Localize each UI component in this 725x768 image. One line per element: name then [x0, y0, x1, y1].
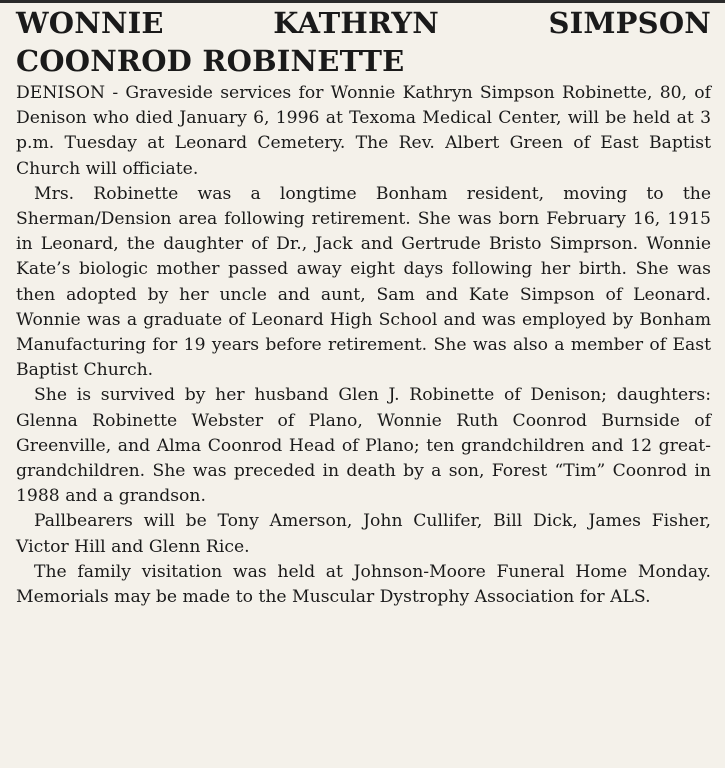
headline-line-1	[16, 4, 711, 42]
obituary-headline	[16, 0, 711, 80]
headline-word-maiden-name: SIMPSON	[548, 6, 711, 40]
paragraph-visitation: The family visitation was held at Johnson-Moore Funeral Home Monday. Memorials may be made to the Muscular Dystrophy Association for ALS.	[16, 561, 711, 608]
paragraph-survivors: She is survived by her husband Glen J. Robinette of Denison; daughters: Glenna Robinette Webster of Plano, Wonnie Ruth Coonrod Burnside of Greenville, and Alma Coonrod Head of Plano; ten grandchildren and 12 great-grandchildren. She was preceded in death by a son, Forest “Tim” Coonrod in 1988 and a grandson.	[16, 385, 711, 507]
paragraph-pallbearers: Pallbearers will be Tony Amerson, John Cullifer, Bill Dick, James Fisher, Victor Hill and Glenn Rice.	[16, 511, 711, 557]
top-rule	[0, 0, 725, 3]
obituary-body	[16, 81, 711, 610]
headline-word-first-name: WONNIE	[16, 6, 164, 40]
headline-word-middle-name: KATHRYN	[273, 6, 439, 40]
headline-line-2: COONROD ROBINETTE	[16, 44, 405, 78]
paragraph-services: DENISON - Graveside services for Wonnie Kathryn Simpson Robinette, 80, of Denison who died January 6, 1996 at Texoma Medical Center, will be held at 3 p.m. Tuesday at Leonard Cemetery. The Rev. Albert Green of East Baptist Church will officiate.	[16, 83, 711, 179]
paragraph-biography: Mrs. Robinette was a longtime Bonham resident, moving to the Sherman/Dension area following retirement. She was born February 16, 1915 in Leonard, the daughter of Dr., Jack and Gertrude Bristo Simprson. Wonnie Kate’s biologic mother passed away eight days following her birth. She was then adopted by her uncle and aunt, Sam and Kate Simpson of Leonard. Wonnie was a graduate of Leonard High School and was employed by Bonham Manufacturing for 19 years before retirement. She was also a member of East Baptist Church.	[16, 183, 711, 381]
